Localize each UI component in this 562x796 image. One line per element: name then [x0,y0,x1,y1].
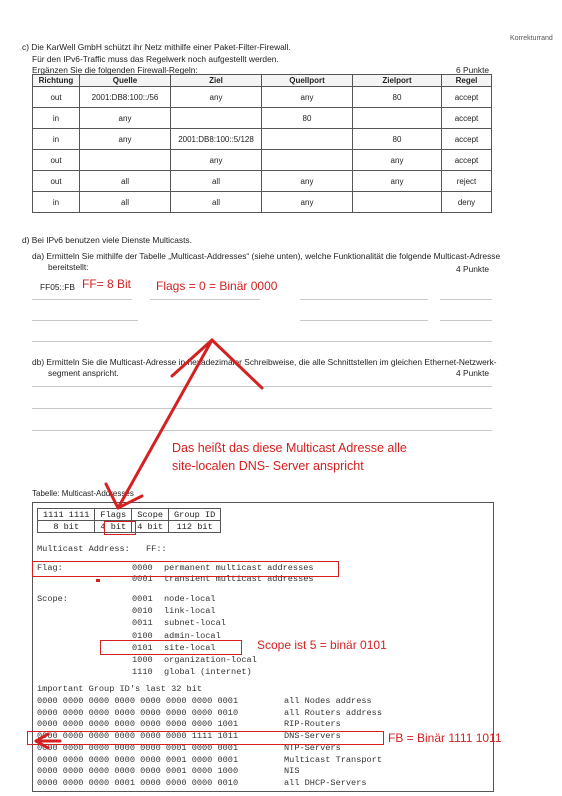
flag-description: transient multicast addresses [164,574,314,584]
table-cell: 80 [353,129,442,150]
task-da-line1: da) Ermitteln Sie mithilfe der Tabelle „Multicast-Addresses“ (siehe unten), welche Funktionalität die folgende Multicast-Adresse [32,251,501,261]
margin-note: Korrekturrand [510,35,553,42]
table-cell: in [33,108,80,129]
scope-description: subnet-local [164,618,226,629]
task-c-points: 6 Punkte [456,65,490,75]
scope-code: 0010 [132,606,153,617]
task-d-intro: d) Bei IPv6 benutzen viele Dienste Multicasts. [22,235,192,245]
handwritten-fb-note: FB = Binär 1111 1011 [388,731,502,745]
task-c-instruction: Ergänzen Sie die folgenden Firewall-Regeln: [32,65,198,75]
scope-description: organization-local [164,655,257,665]
header-richtung: Richtung [33,75,80,87]
table-cell: any [80,129,171,150]
flag-code: 0000 [132,563,153,573]
header-regel: Regel [442,75,492,87]
scope-description: site-local [164,642,216,653]
scope-code: 0101 [132,642,153,653]
header-ziel: Ziel [171,75,262,87]
group-id-description: DNS-Servers [284,731,341,742]
group-id-description: all DHCP-Servers [284,777,367,788]
group-id-description: NTP-Servers [284,742,341,753]
multicast-address-given: FF05::FB [40,282,75,292]
scope-code: 0001 [132,594,153,604]
bit-size-group-id: 112 bit [169,521,221,533]
task-c-line2: Für den IPv6-Traffic muss das Regelwerk noch aufgestellt werden. [32,54,279,64]
group-id-bits: 0000 0000 0000 0001 0000 0000 0000 0010 [37,777,239,788]
table-cell: accept [442,108,492,129]
handwritten-explanation-line1: Das heißt das diese Multicast Adresse alle [172,441,407,455]
flag-description: permanent multicast addresses [164,563,314,573]
task-db-points: 4 Punkte [456,368,490,378]
multicast-address-value: FF:: [146,544,167,554]
multicast-address-label: Multicast Address: [37,544,130,554]
table-cell: any [171,87,262,108]
scope-code: 0011 [132,618,153,629]
table-cell: out [33,150,80,171]
flag-label: Flag: [37,563,63,573]
bit-size-ff: 8 bit [38,521,95,533]
table-cell: all [80,192,171,213]
table-cell: 2001:DB8:100::/56 [80,87,171,108]
table-cell: any [353,150,442,171]
table-cell: any [80,108,171,129]
bit-header-flags: Flags [95,509,132,521]
group-ids-title: important Group ID's last 32 bit [37,684,203,694]
task-da-line2: bereitstellt: [48,262,89,272]
group-id-description: all Routers address [284,707,382,718]
group-id-bits: 0000 0000 0000 0000 0000 0001 0000 0001 [37,754,239,765]
task-db-line1: db) Ermitteln Sie die Multicast-Adresse in hexadezimaler Schreibweise, die alle Schnittstellen im gleichen Ethernet-Netzwerk- [32,357,497,367]
scope-description: admin-local [164,630,221,641]
table-cell: all [80,171,171,192]
group-id-bits: 0000 0000 0000 0000 0000 0000 0000 0001 [37,696,239,706]
handwritten-ff-note: FF= 8 Bit [82,277,132,291]
scope-description: node-local [164,594,216,604]
table-cell: 80 [353,87,442,108]
header-zielport: Zielport [353,75,442,87]
table-cell: accept [442,129,492,150]
header-quelle: Quelle [80,75,171,87]
table-cell: any [262,192,353,213]
task-db-line2: segment anspricht. [48,368,119,378]
task-da-points: 4 Punkte [456,264,490,274]
scope-label: Scope: [37,594,68,604]
handwritten-scope-note: Scope ist 5 = binär 0101 [257,638,387,652]
scope-code: 1110 [132,667,153,678]
scope-description: link-local [164,606,216,617]
table-cell: 2001:DB8:100::5/128 [171,129,262,150]
table-cell: deny [442,192,492,213]
arrow-head-up [172,340,262,388]
table-cell: in [33,129,80,150]
bit-size-flags: 4 bit [95,521,132,533]
handwritten-flags-note: Flags = 0 = Binär 0000 [156,279,278,293]
flag-code: 0001 [132,574,153,584]
header-quellport: Quellport [262,75,353,87]
arrow-to-question [118,340,212,508]
table-cell: out [33,87,80,108]
table-cell: accept [442,150,492,171]
table-cell: any [262,87,353,108]
multicast-table-caption: Tabelle: Multicast-Addresses [32,489,134,498]
bit-header-scope: Scope [132,509,169,521]
bit-header-ff: 1111 1111 [38,509,95,521]
bit-size-scope: 4 bit [132,521,169,533]
handwritten-explanation-line2: site-localen DNS- Server anspricht [172,459,364,473]
table-cell: all [171,192,262,213]
scope-description: global (internet) [164,667,252,678]
table-cell: accept [442,87,492,108]
group-id-bits: 0000 0000 0000 0000 0000 0001 0000 1000 [37,766,239,777]
task-c-line1: c) Die KarWell GmbH schützt ihr Netz mithilfe einer Paket-Filter-Firewall. [22,42,291,52]
table-cell: in [33,192,80,213]
table-cell: any [171,150,262,171]
group-id-bits: 0000 0000 0000 0000 0000 0000 0000 1001 [37,719,239,730]
group-id-bits: 0000 0000 0000 0000 0000 0000 1111 1011 [37,731,239,742]
group-id-description: RIP-Routers [284,719,341,730]
group-id-description: NIS [284,766,300,777]
table-cell: out [33,171,80,192]
scope-code: 1000 [132,655,153,665]
table-cell: reject [442,171,492,192]
group-id-description: all Nodes address [284,696,372,706]
group-id-bits: 0000 0000 0000 0000 0000 0000 0000 0010 [37,707,239,718]
scope-code: 0100 [132,630,153,641]
table-cell: any [262,171,353,192]
table-cell: all [171,171,262,192]
group-id-description: Multicast Transport [284,754,382,765]
table-cell: any [353,171,442,192]
group-id-bits: 0000 0000 0000 0000 0000 0001 0000 0001 [37,742,239,753]
table-cell: 80 [262,108,353,129]
bit-header-group-id: Group ID [169,509,221,521]
